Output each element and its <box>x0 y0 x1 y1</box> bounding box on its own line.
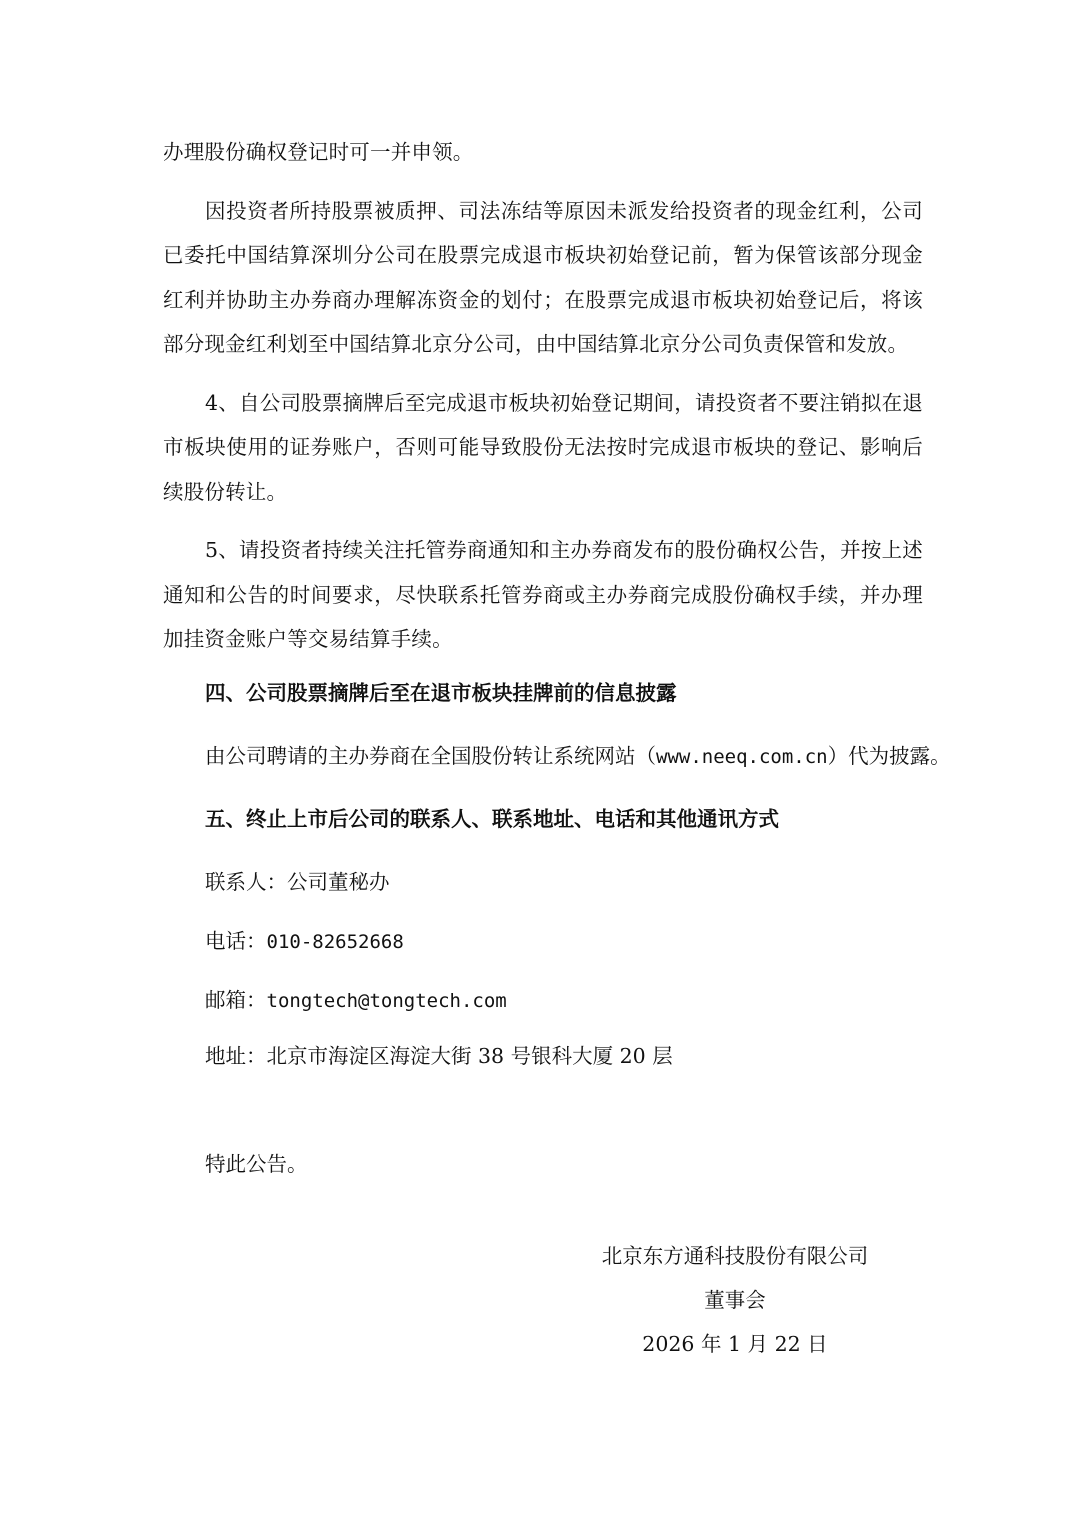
phone-line <box>205 926 404 957</box>
paragraph-claim-note: 办理股份确权登记时可一并申领。 <box>163 140 474 164</box>
signature-board: 董事会 <box>704 1288 766 1312</box>
paragraph-item-5: 5、请投资者持续关注托管券商通知和主办券商发布的股份确权公告，并按上述通知和公告的时间要求，尽快联系托管券商或主办券商完成股份确权手续，并办理加挂资金账户等交易结算手续。 <box>163 538 923 651</box>
address-line <box>205 1041 673 1071</box>
phone-value: 010-82652668 <box>266 931 404 953</box>
neeq-website-link[interactable]: www.neeq.com.cn <box>656 746 828 768</box>
email-label: 邮箱： <box>205 988 267 1012</box>
contact-person-line <box>205 867 390 897</box>
email-value[interactable]: tongtech@tongtech.com <box>266 990 507 1012</box>
section-4-heading: 四、公司股票摘牌后至在退市板块挂牌前的信息披露 <box>205 681 677 705</box>
signature-date: 2026 年 1 月 22 日 <box>642 1332 828 1356</box>
contact-person-value: 公司董秘办 <box>287 870 390 894</box>
closing-text: 特此公告。 <box>205 1152 308 1176</box>
section-4-text <box>205 741 951 772</box>
phone-label: 电话： <box>205 929 267 953</box>
email-line <box>205 985 507 1016</box>
address-value: 北京市海淀区海淀大街 38 号银科大厦 20 层 <box>266 1044 673 1068</box>
address-label: 地址： <box>205 1044 267 1068</box>
signature-company: 北京东方通科技股份有限公司 <box>601 1244 869 1268</box>
paragraph-item-4: 4、自公司股票摘牌后至完成退市板块初始登记期间，请投资者不要注销拟在退市板块使用的证券账户，否则可能导致股份无法按时完成退市板块的登记、影响后续股份转让。 <box>163 390 923 504</box>
section-5-heading: 五、终止上市后公司的联系人、联系地址、电话和其他通讯方式 <box>205 807 779 831</box>
contact-person-label: 联系人： <box>205 870 287 894</box>
section-4-text-suffix: ）代为披露。 <box>827 744 951 768</box>
section-4-text-prefix: 由公司聘请的主办券商在全国股份转让系统网站（ <box>205 744 656 768</box>
document-body <box>163 130 923 662</box>
paragraph-cash-dividend: 因投资者所持股票被质押、司法冻结等原因未派发给投资者的现金红利，公司已委托中国结算深圳分公司在股票完成退市板块初始登记前，暂为保管该部分现金红利并协助主办券商办理解冻资金的划付；在股票完成退市板块初始登记后，将该部分现金红利划至中国结算北京分公司，由中国结算北京分公司负责保管和发放。 <box>163 198 923 356</box>
